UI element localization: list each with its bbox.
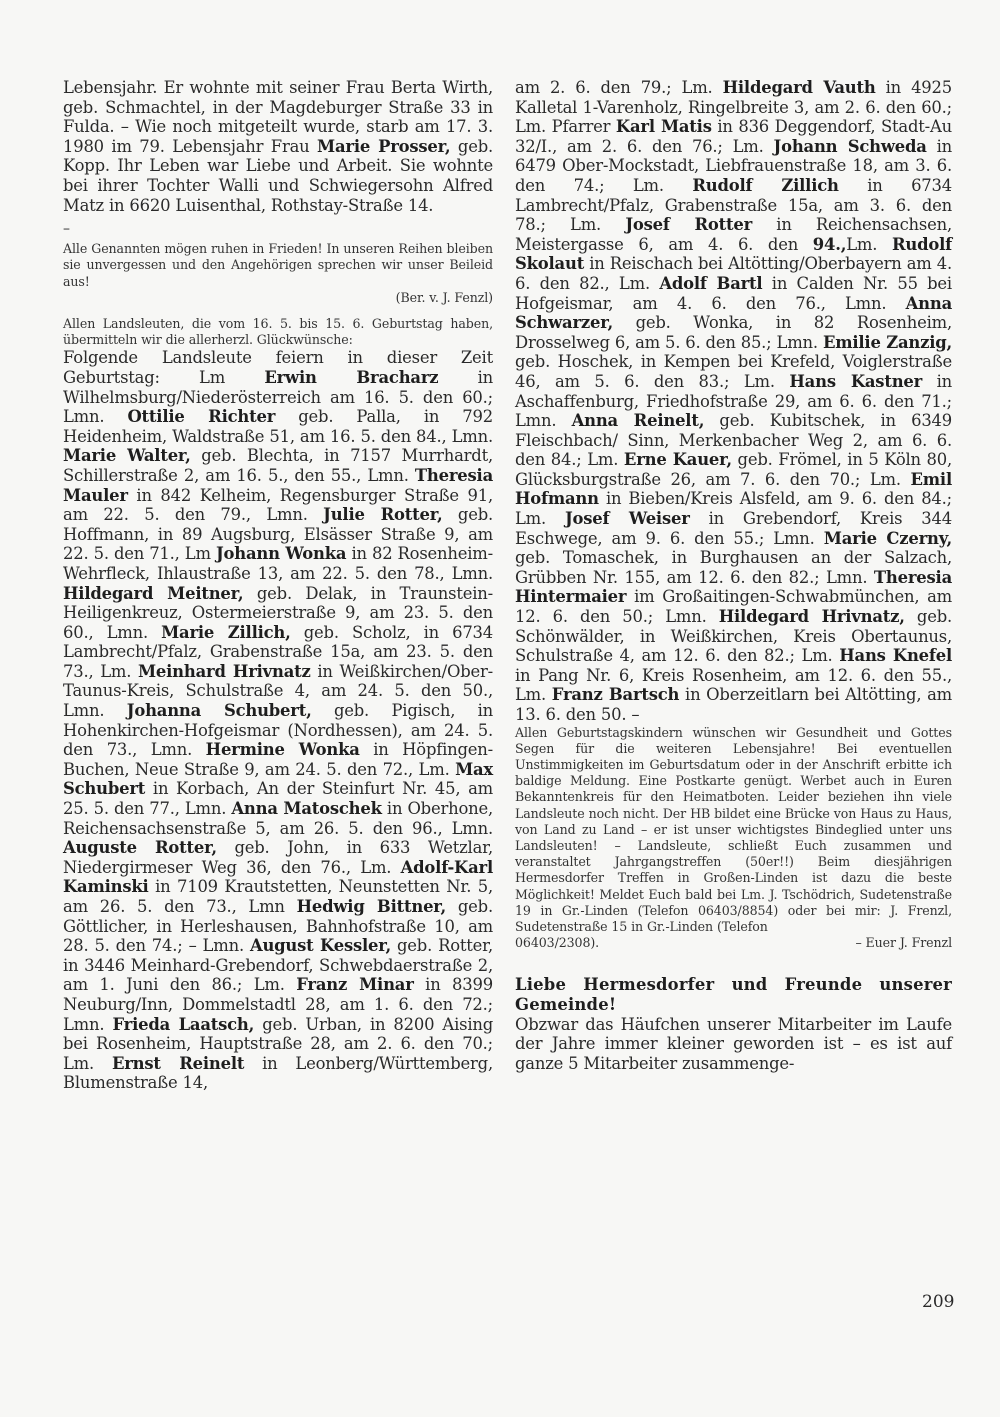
left-column (63, 78, 493, 1093)
person-name: Ottilie Richter (127, 407, 276, 427)
person-name: Frieda Laatsch, (112, 1014, 255, 1034)
person-name: Hildegard Vauth (722, 78, 876, 97)
birthday-list-continued: am 2. 6. den 79.; Lm. Hildegard Vauth in 4925 Kalletal 1-Varenholz, Ringelbreite 3, am 2. 6. den 60.; Lm. Pfarrer Karl Matis in 836 Deggendorf, Stadt-Au 32/I., am 2. 6. den 76.; Lm. Johann Schweda in 6479 Ober-Mockstadt, Liebfrauenstraße 18, am 3. 6. den 74.; Lm. Rudolf Zillich in 6734 Lambrecht/Pfalz, Grabenstraße 15a, am 3. 6. den 78.; Lm. Josef Rotter in Reichensachsen, Meistergasse 6, am 4. 6. den 94.,Lm. Rudolf Skolaut in Reischach bei Altötting/Oberbayern am 4. 6. den 82., Lm. Adolf Bartl in Calden Nr. 55 bei Hofgeismar, am 4. 6. den 76., Lmn. Anna Schwarzer, geb. Wonka, in 82 Rosenheim, Drosselweg 6, am 5. 6. den 85.; Lmn. Emilie Zanzig, geb. Hoschek, in Kempen bei Krefeld, Voiglerstraße 46, am 5. 6. den 83.; Lm. Hans Kastner in Aschaffenburg, Friedhofstraße 29, am 6. 6. den 71.; Lmn. Anna Reinelt, geb. Kubitschek, in 6349 Fleischbach/ Sinn, Merkenbacher Weg 2, am 6. 6. den 84.; Lm. Erne Kauer, geb. Frömel, in 5 Köln 80, Glücksburgstraße 26, am 7. 6. den 70.; Lm. Emil Hofmann in Bieben/Kreis Alsfeld, am 9. 6. den 84.; Lm. Josef Weiser in Grebendorf, Kreis 344 Eschwege, am 9. 6. den 55.; Lmn. Marie Czerny, geb. Tomaschek, in Burghausen an der Salzach, Grübben Nr. 155, am 12. 6. den 82.; Lmn. Theresia Hintermaier im Großaitingen-Schwabmünchen, am 12. 6. den 50.; Lmn. Hildegard Hrivnatz, geb. Schönwälder, in Weißkirchen, Kreis Obertaunus, Schulstraße 4, am 12. 6. den 82.; Lm. Hans Knefel in Pang Nr. 6, Kreis Rosenheim, am 12. 6. den 55., Lm. Franz Bartsch in Oberzeitlarn bei Altötting, am 13. 6. den 50. – (515, 78, 953, 724)
person-name: Marie Prosser, (317, 136, 451, 156)
person-name: Erwin Bracharz (264, 367, 439, 387)
page-number: 209 (922, 1292, 955, 1312)
person-name: Josef Rotter (625, 215, 753, 235)
person-name: Hildegard Meitner, (63, 583, 244, 603)
person-name: Karl Matis (615, 117, 712, 137)
person-name: Franz Minar (296, 975, 414, 995)
person-name: Emilie Zanzig, (822, 332, 952, 352)
person-name: Julie Rotter, (323, 505, 443, 525)
section-body: Obzwar das Häufchen unserer Mitarbeiter im Laufe der Jahre immer kleiner geworden ist – es ist auf ganze 5 Mitarbeiter zusammenge- (515, 1014, 952, 1073)
person-name: Johann Wonka (215, 544, 347, 564)
person-name: Emil Hofmann (515, 469, 952, 509)
person-name: Max Schubert (63, 759, 493, 799)
condolence-signature: (Ber. v. J. Fenzl) (395, 289, 493, 305)
condolence-text: Alle Genannten mögen ruhen in Frieden! In unseren Reihen bleiben sie unvergessen und den Angehörigen sprechen wir unser Beileid aus! (63, 241, 493, 289)
person-name: August Kessler, (249, 936, 392, 956)
person-name: Hermine Wonka (205, 740, 360, 760)
right-column (515, 78, 952, 1073)
person-name: Ernst Reinelt (111, 1053, 245, 1073)
person-name: Theresia Mauler (63, 465, 493, 505)
person-name: Josef Weiser (564, 509, 690, 529)
person-name: Franz Bartsch (551, 685, 680, 705)
person-name: Hedwig Bittner, (296, 897, 447, 916)
person-name: Meinhard Hrivnatz (137, 661, 311, 681)
birthday-list: Folgende Landsleute feiern in dieser Zeit Geburtstag: Lm Erwin Bracharz in Wilhelmsburg/Niederösterreich am 16. 5. den 60.; Lmn. Ottilie Richter geb. Palla, in 792 Heidenheim, Waldstraße 51, am 16. 5. den 84., Lmn. Marie Walter, geb. Blechta, in 7157 Murrhardt, Schillerstraße 2, am 16. 5., den 55., Lmn. Theresia Mauler in 842 Kelheim, Regensburger Straße 91, am 22. 5. den 79., Lmn. Julie Rotter, geb. Hoffmann, in 89 Augsburg, Elsässer Straße 9, am 22. 5. den 71., Lm Johann Wonka in 82 Rosenheim-Wehrfleck, Ihlaustraße 13, am 22. 5. den 78., Lmn. Hildegard Meitner, geb. Delak, in Traunstein-Heiligenkreuz, Ostermeierstraße 9, am 23. 5. den 60., Lmn. Marie Zillich, geb. Scholz, in 6734 Lambrecht/Pfalz, Grabenstraße 15a, am 23. 5. den 73., Lm. Meinhard Hrivnatz in Weißkirchen/Ober-Taunus-Kreis, Schulstraße 4, am 24. 5. den 50., Lmn. Johanna Schubert, geb. Pigisch, in Hohenkirchen-Hofgeismar (Nordhessen), am 24. 5. den 73., Lmn. Hermine Wonka in Höpfingen-Buchen, Neue Straße 9, am 24. 5. den 72., Lm. Max Schubert in Korbach, An der Steinfurt Nr. 45, am 25. 5. den 77., Lmn. Anna Matoschek in Oberhone, Reichensachsenstraße 5, am 26. 5. den 96., Lmn. Auguste Rotter, geb. John, in 633 Wetzlar, Niedergirmeser Weg 36, den 76., Lm. Adolf-Karl Kaminski in 7109 Krautstetten, Neunstetten Nr. 5, am 26. 5. den 73., Lmn Hedwig Bittner, geb. Göttlicher, in Herleshausen, Bahnhofstraße 10, am 28. 5. den 74.; – Lmn. August Kessler, geb. Rotter, in 3446 Meinhard-Grebendorf, Schwebdaerstraße 2, am 1. Juni den 86.; Lm. Franz Minar in 8399 Neuburg/Inn, Dommelstadtl 28, am 1. 6. den 72.; Lmn. Frieda Laatsch, geb. Urban, in 8200 Aising bei Rosenheim, Hauptstraße 28, am 2. 6. den 70.; Lm. Ernst Reinelt in Leonberg/Württemberg, Blumenstraße 14, (63, 348, 494, 1093)
person-name: Rudolf Skolaut (515, 234, 952, 274)
person-name: Marie Czerny, (823, 528, 952, 548)
closing-signature: – Euer J. Frenzl (855, 935, 952, 951)
person-name: 94., (812, 234, 847, 254)
person-name: Hans Kastner (789, 371, 923, 391)
person-name: Johann Schweda (773, 136, 927, 156)
person-name: Erne Kauer, (623, 450, 732, 470)
person-name: Adolf-Karl Kaminski (63, 857, 493, 897)
closing-phone: 06403/2308). (515, 935, 600, 951)
separator-dash: – (63, 221, 70, 238)
section-heading: Liebe Hermesdorfer und Freunde unserer Gemeinde! (515, 975, 952, 1015)
person-name: Adolf Bartl (659, 273, 763, 293)
person-name: Anna Reinelt, (571, 411, 705, 431)
spacer (515, 951, 952, 975)
closing-signature-line (515, 935, 952, 951)
person-name: Auguste Rotter, (63, 838, 217, 858)
birthday-intro: Allen Landsleuten, die vom 16. 5. bis 15. 6. Geburtstag haben, übermitteln wir die allerherzl. Glückwünsche: (63, 315, 493, 348)
person-name: Johanna Schubert, (126, 701, 312, 721)
spacer (63, 306, 493, 316)
person-name: Theresia Hintermaier (515, 567, 952, 607)
person-name: Hans Knefel (839, 646, 952, 666)
person-name: Hildegard Hrivnatz, (718, 607, 905, 627)
person-name: Rudolf Zillich (692, 175, 839, 195)
obituary-text: Lebensjahr. Er wohnte mit seiner Frau Berta Wirth, geb. Schmachtel, in der Magdeburger Straße 33 in Fulda. – Wie noch mitgeteilt wurde, starb am 17. 3. 1980 im 79. Lebensjahr Frau Marie Prosser, geb. Kopp. Ihr Leben war Liebe und Arbeit. Sie wohnte bei ihrer Tochter Walli und Schwiegersohn Alfred Matz in 6620 Luisenthal, Rothstay-Straße 14. (63, 78, 494, 215)
person-name: Marie Walter, (63, 446, 191, 466)
person-name: Anna Schwarzer, (515, 293, 952, 333)
person-name: Anna Matoschek (231, 799, 382, 819)
closing-note: Allen Geburtstagskindern wünschen wir Gesundheit und Gottes Segen für die weiteren Lebensjahre! Bei eventuellen Unstimmigkeiten im Geburtsdatum oder in der Anschrift erbitte ich baldige Meldung. Eine Postkarte genügt. Werbet auch in Euren Bekanntenkreis für den Heimatboten. Leider beziehen ihn viele Landsleute noch nicht. Der HB bildet eine Brücke von Haus zu Haus, von Land zu Land – er ist unser wichtigstes Bindeglied unter uns Landsleuten! – Landsleute, schließt Euch zusammen und veranstaltet Jahrgangstreffen (50er!!) Beim diesjährigen Hermesdorfer Treffen in Großen-Linden ist dazu die beste Möglichkeit! Meldet Euch bald bei Lm. J. Tschödrich, Sudetenstraße 19 in Gr.-Linden (Telefon 06403/8854) oder bei mir: J. Frenzl, Sudetenstraße 15 in Gr.-Linden (Telefon (515, 724, 952, 935)
person-name: Marie Zillich, (161, 622, 291, 642)
